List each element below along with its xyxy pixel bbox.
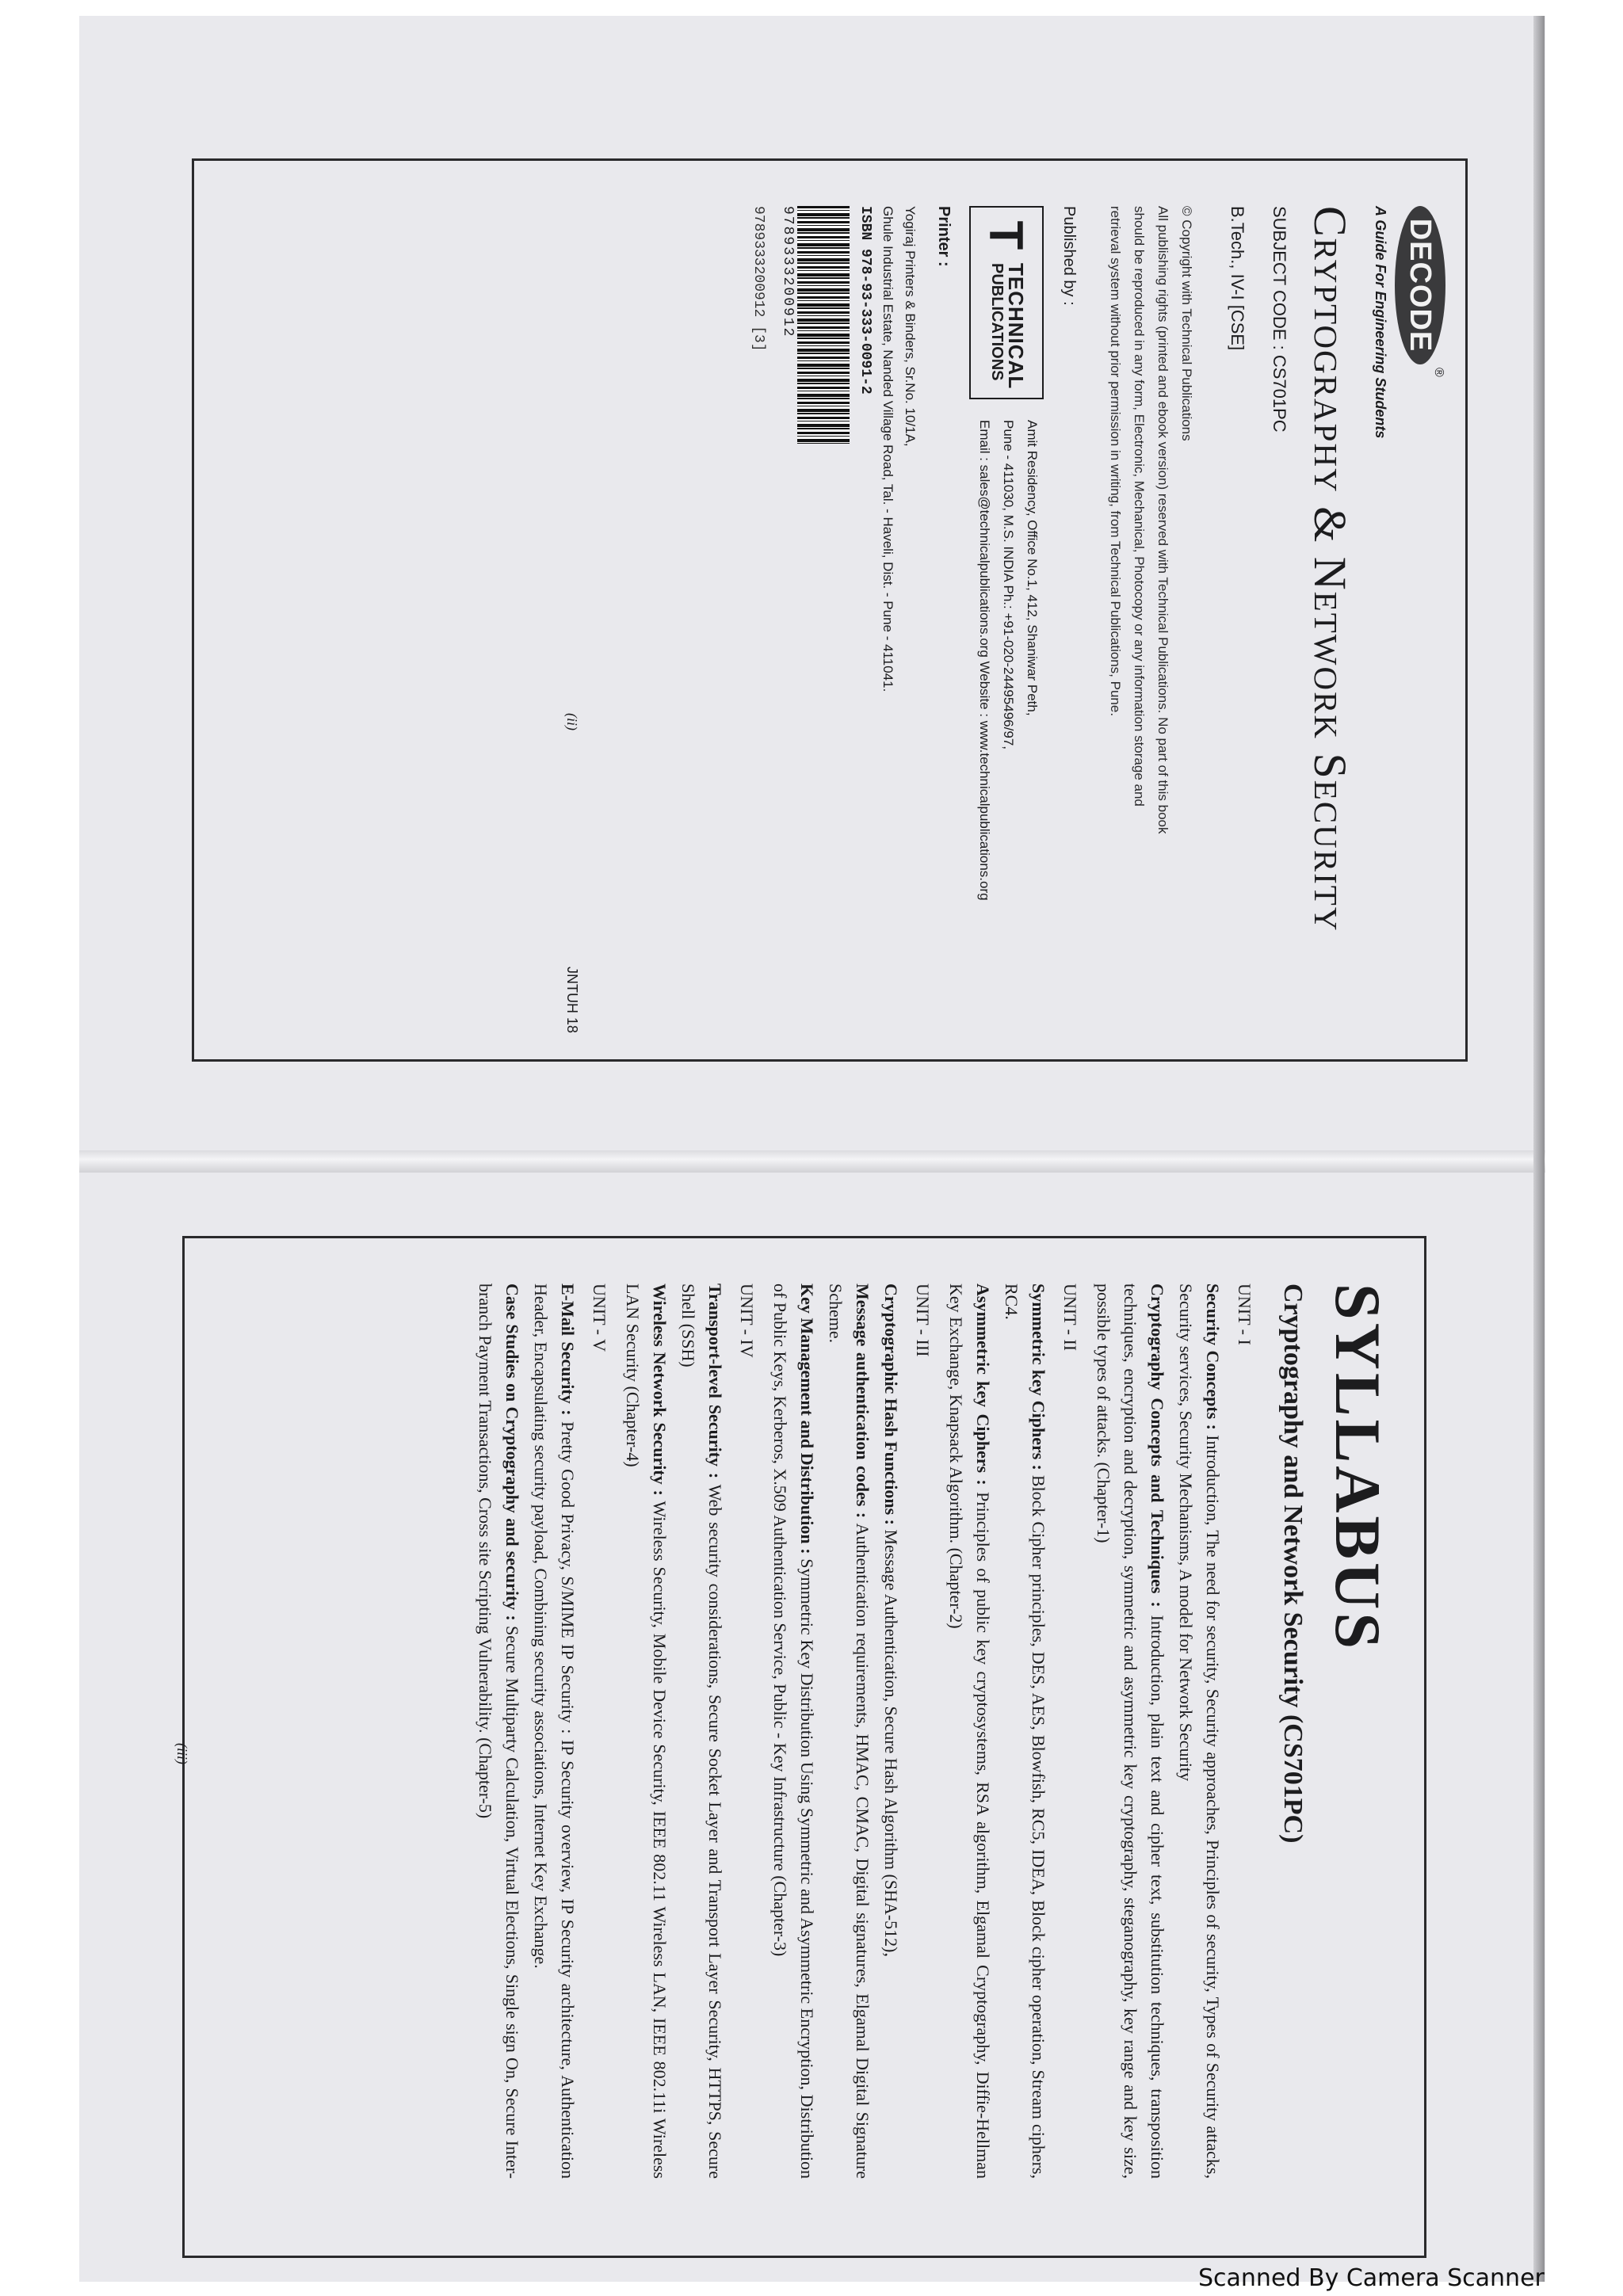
topic-text: Introduction, plain text and cipher text, substitution techniques, transposition techniques, encryption and decryption, symmetric and asymmetric key cryptography, steganography, key range and key size, possible types of attacks. (Chapter-1) <box>1094 1283 1167 2179</box>
syllabus-subtitle: Cryptography and Network Security (CS701PC) <box>1278 1283 1308 1844</box>
publisher-address <box>972 420 1044 974</box>
barcode-icon <box>797 206 850 444</box>
topic-text: Introduction, The need for security, Security approaches, Principles of security, Types of Security attacks, Security services, Security Mechanisms, A model for Network Security <box>1176 1283 1223 2179</box>
publisher-logo-line1: TECHNICAL <box>1004 263 1028 390</box>
isbn: ISBN 978-93-333-0091-2 <box>857 206 873 395</box>
registered-mark: ® <box>1432 368 1445 377</box>
unit-label: UNIT - I <box>1235 1283 1254 1345</box>
topic-heading: Symmetric key Ciphers : <box>1029 1283 1048 1470</box>
decode-logo <box>1395 206 1445 364</box>
topic-text: Authentication requirements, HMAC, CMAC, Digital signatures, Elgamal Digital Signature Scheme. <box>826 1283 873 2179</box>
copyright-page <box>192 158 1468 1062</box>
topic-text: Principles of public key cryptosystems, RSA algorithm, Elgamal Cryptography, Diffie-Hellman Key Exchange, Knapsack Algorithm. (Chapter-2) <box>946 1283 993 2179</box>
book-edge <box>1533 16 1545 2282</box>
syllabus-page <box>174 1236 1426 2258</box>
topic-heading: Wireless Network Security : <box>650 1283 670 1496</box>
topic-text: Wireless Security, Mobile Device Security, IEEE 802.11 Wireless LAN, IEEE 802.11i Wireless LAN Security (Chapter-4) <box>623 1283 670 2179</box>
tagline: A Guide For Engineering Students <box>1373 206 1388 439</box>
syllabus-paragraph <box>877 1283 904 2179</box>
copyright-line: should be reproduced in any form, Electronic, Mechanical, Photocopy or any information storage and <box>1132 206 1147 807</box>
logo-text: DECODE <box>1403 218 1438 353</box>
address-line: Email : sales@technicalpublications.org Website : www.technicalpublications.org <box>977 420 992 901</box>
topic-heading: Asymmetric key Ciphers : <box>973 1283 993 1486</box>
copyright-line: All publishing rights (printed and ebook version) reserved with Technical Publications. No part of this book <box>1155 206 1170 834</box>
syllabus-paragraph <box>822 1283 876 2179</box>
subject-code: SUBJECT CODE : CS701PC <box>1270 206 1289 433</box>
syllabus-title: SYLLABUS <box>1322 1283 1394 1652</box>
topic-text: Symmetric Key Distribution Using Symmetric and Asymmetric Encryption, Distribution of Public Keys, Kerberos, X.509 Authentication Service, Public - Key Infrastructure (Chapter-3) <box>770 1283 817 2179</box>
printer-line: Ghule Industrial Estate, Nanded Village Road, Tal. - Haveli, Dist. - Pune - 411041. <box>880 206 896 692</box>
address-line: Pune - 411030, M.S. INDIA Ph.: +91-020-24495496/97, <box>1001 420 1016 749</box>
publisher-t-icon: T <box>980 220 1033 250</box>
topic-text: Pretty Good Privacy, S/MIME IP Security : IP Security overview, IP Security architecture, Authentication Header, Encapsulating security payload, Combining security associations, Internet Key Exchange. <box>531 1283 578 2179</box>
syllabus-paragraph <box>1172 1283 1226 2179</box>
publisher-logo-line2: PUBLICATIONS <box>988 263 1006 381</box>
book-fold <box>79 1150 1545 1173</box>
jntuh-label: JNTUH 18 <box>564 967 580 1034</box>
copyright-line: retrieval system without prior permission in writing, from Technical Publications, Pune. <box>1108 206 1123 717</box>
scanner-watermark: Scanned By Camera Scanner <box>1198 2264 1545 2292</box>
syllabus-paragraph <box>619 1283 673 2179</box>
copyright-notice <box>1103 206 1198 998</box>
course-label: B.Tech., IV-I [CSE] <box>1228 206 1247 351</box>
topic-heading: Message authentication codes : <box>853 1283 873 1519</box>
unit-label: UNIT - III <box>913 1283 933 1357</box>
publisher-logo <box>969 206 1044 399</box>
syllabus-paragraph <box>472 1283 525 2179</box>
syllabus-paragraph <box>1090 1283 1170 2179</box>
publisher-logo-words <box>987 263 1028 390</box>
syllabus-paragraph <box>674 1283 728 2179</box>
syllabus-paragraph <box>527 1283 581 2179</box>
topic-heading: E-Mail Security : <box>558 1283 578 1416</box>
syllabus-paragraph <box>998 1283 1052 2179</box>
unit-label: UNIT - IV <box>737 1283 757 1358</box>
topic-heading: Case Studies on Cryptography and security : <box>502 1283 522 1621</box>
printer-address <box>876 206 921 998</box>
topic-text: Secure Multiparty Calculation, Virtual Elections, Single sign On, Secure Inter-branch Payment Transactions, Cross site Scripting Vulnerability. (Chapter-5) <box>475 1283 522 2179</box>
unit-label: UNIT - V <box>590 1283 609 1352</box>
topic-heading: Security Concepts : <box>1203 1283 1223 1430</box>
printer-line: Yogiraj Printers & Binders, Sr.No. 10/1A, <box>903 206 918 447</box>
page-number: (ii) <box>564 713 580 730</box>
topic-text: Web security considerations, Secure Socket Layer and Transport Layer Security, HTTPS, Secure Shell (SSH) <box>678 1283 725 2180</box>
unit-label: UNIT - II <box>1060 1283 1080 1352</box>
copyright-line: © Copyright with Technical Publications <box>1179 206 1194 441</box>
book-title: Cryptography & Network Security <box>1304 206 1356 933</box>
published-by-label: Published by : <box>1060 206 1078 306</box>
topic-heading: Key Management and Distribution : <box>797 1283 817 1554</box>
syllabus-paragraph <box>766 1283 820 2179</box>
topic-text: Block Cipher principles, DES, AES, Blowfish, RC5, IDEA, Block cipher operation, Stream ciphers, RC4. <box>1002 1283 1048 2179</box>
barcode-digits: 9789333200912 <box>780 206 796 338</box>
topic-heading: Cryptography Concepts and Techniques : <box>1148 1283 1167 1608</box>
address-line: Amit Residency, Office No.1, 412, Shaniwar Peth, <box>1025 420 1040 716</box>
topic-heading: Transport-level Security : <box>705 1283 725 1479</box>
bottom-code: 9789333200912 [3] <box>750 206 766 352</box>
page-number: (iii) <box>174 1743 190 1764</box>
syllabus-paragraph <box>942 1283 996 2179</box>
printer-label: Printer : <box>935 206 953 267</box>
topic-heading: Cryptographic Hash Functions : <box>881 1283 901 1525</box>
syllabus-body <box>470 1283 1264 2179</box>
topic-text: Message Authentication, Secure Hash Algorithm (SHA-512), <box>881 1524 901 1957</box>
